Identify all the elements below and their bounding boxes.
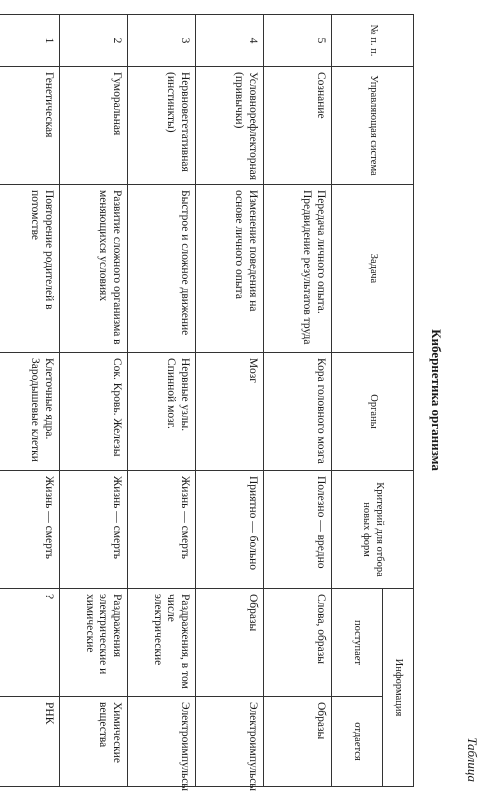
table-row [0,15,60,787]
table-caption: Таблица [465,737,480,782]
header-criterion: Критерий для отбора новых форм [332,471,414,589]
table-row [60,15,128,787]
cell-organs: Кора головного мозга [264,353,332,471]
cell-criterion: Приятно — больно [196,471,264,589]
cell-system: Нервновегетативная (инстинкты) [128,67,196,185]
table-row [128,15,196,787]
cell-criterion: Полезно — вредно [264,471,332,589]
cell-num: 3 [128,15,196,67]
cell-num: 5 [264,15,332,67]
cell-incoming: Образы [196,589,264,697]
header-organs: Органы [332,353,414,471]
cell-system: Условнорефлекторная (привычки) [196,67,264,185]
cell-system: Генетическая [0,67,60,185]
cell-outgoing: Электроимпульсы [196,697,264,787]
cell-outgoing: Электроимпульсы [128,697,196,787]
table-row [264,15,332,787]
cell-system: Гуморальная [60,67,128,185]
cell-task: Передача личного опыта. Предвидение результатов труда [264,185,332,353]
cell-criterion: Жизнь — смерть [0,471,60,589]
cell-organs: Нервные узлы. Спинной мозг. [128,353,196,471]
cell-incoming: ? [0,589,60,697]
cell-outgoing: Образы [264,697,332,787]
cell-organs: Сок. Кровь. Железы [60,353,128,471]
cell-task: Изменение поведения на основе личного опыта [196,185,264,353]
header-num: № п. п. [332,15,414,67]
cell-num: 4 [196,15,264,67]
cell-num: 1 [0,15,60,67]
cell-task: Повторение родителей в потомстве [0,185,60,353]
cell-task: Развитие сложного организма в меняющихся условиях [60,185,128,353]
header-system: Управляющая система [332,67,414,185]
cell-outgoing: Химические вещества [60,697,128,787]
header-task: Задача [332,185,414,353]
cybernetics-table [0,14,414,792]
cell-incoming: Слова, образы [264,589,332,697]
cell-organs: Клеточные ядра. Зародышевые клетки [0,353,60,471]
cell-num: 2 [60,15,128,67]
cell-incoming: Раздражения электрические и химические [60,589,128,697]
cell-criterion: Жизнь — смерть [128,471,196,589]
cell-outgoing: РНК [0,697,60,787]
cell-criterion: Жизнь — смерть [60,471,128,589]
cell-system: Сознание [264,67,332,185]
header-outgoing: отдается [332,697,383,787]
table-row [196,15,264,787]
table-title: Кибернетика организма [429,329,444,471]
cell-organs: Мозг [196,353,264,471]
header-incoming: поступает [332,589,383,697]
cell-task: Быстрое и сложное движение [128,185,196,353]
header-information: Информация [383,589,414,787]
cell-incoming: Раздражения, в том числе электрические [128,589,196,697]
